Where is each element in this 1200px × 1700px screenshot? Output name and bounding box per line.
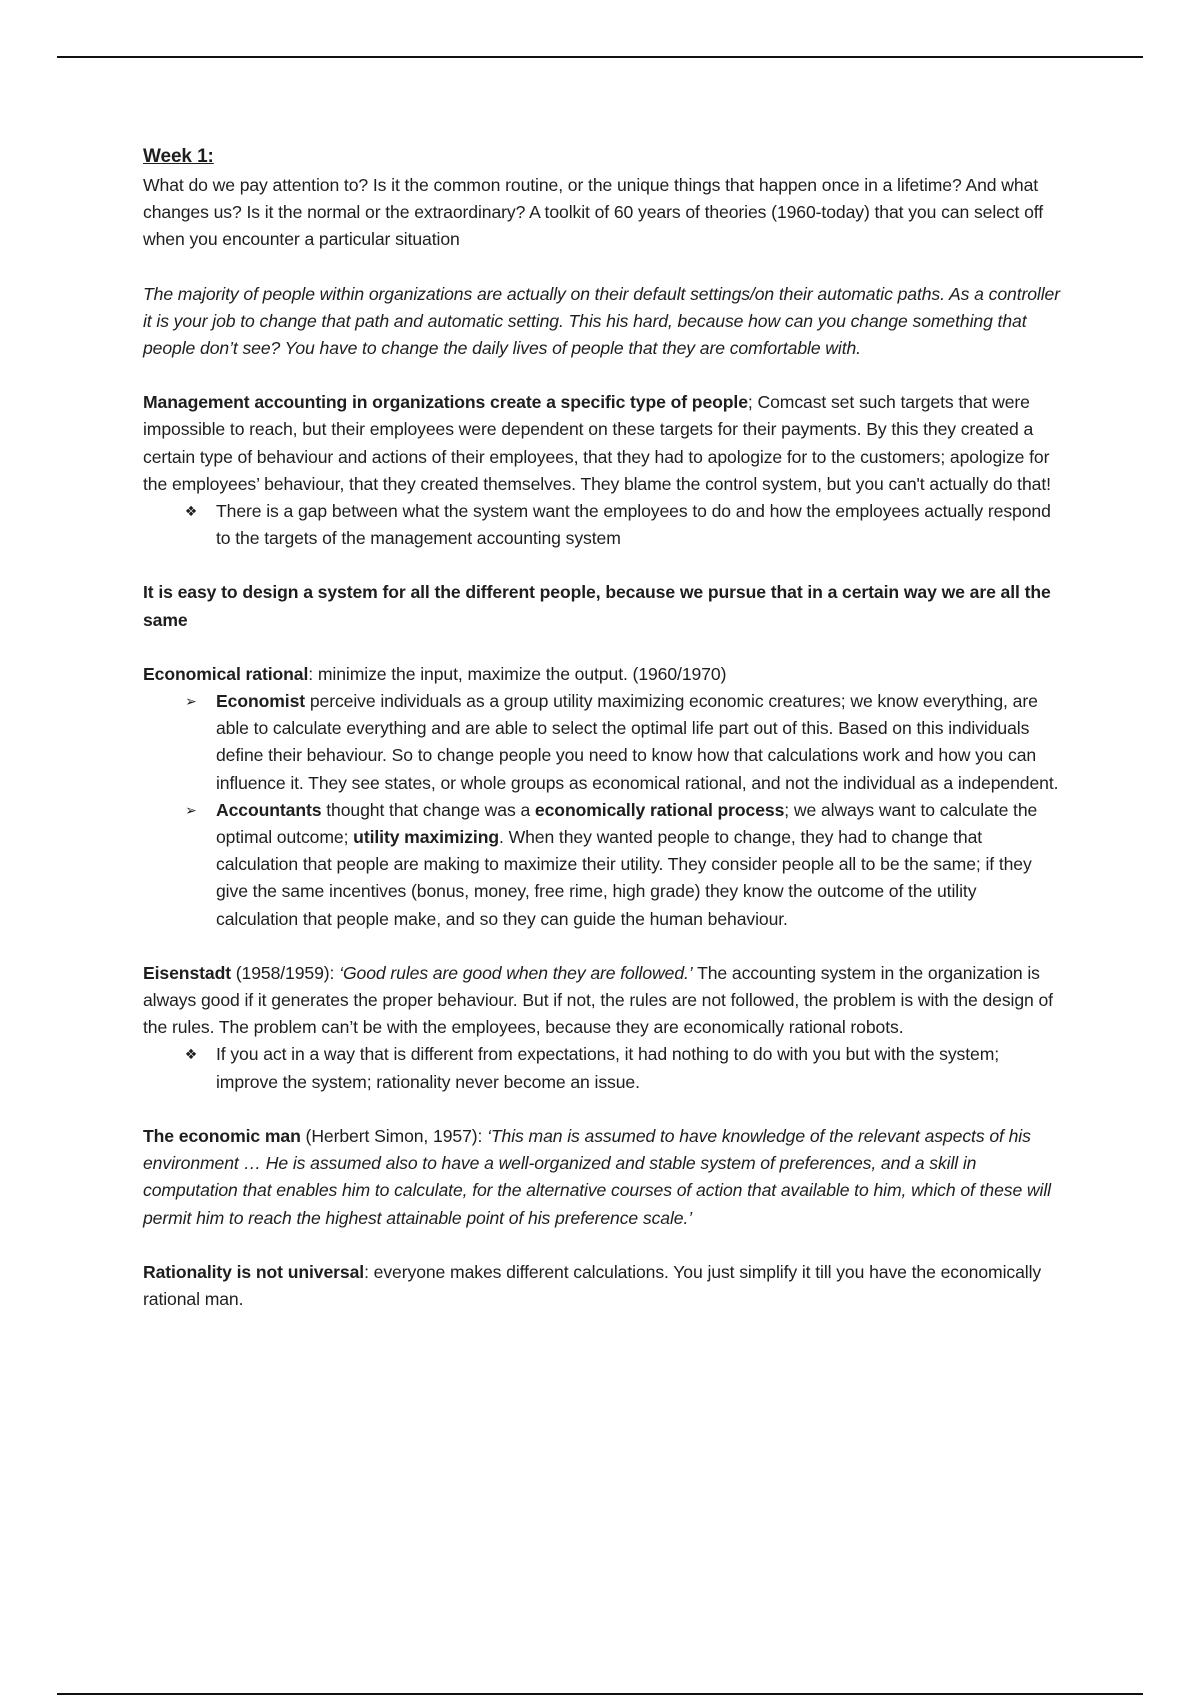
document-page — [143, 142, 1063, 1313]
eisenstadt-bullet-text: If you act in a way that is different from expectations, it had nothing to do with you but with the system; improve the system; rationality never become an issue. — [216, 1044, 1000, 1092]
arrow-bullet-icon: ➢ — [185, 801, 197, 818]
economist-term: Economist — [216, 691, 306, 712]
arrow-bullet-icon: ➢ — [185, 693, 197, 710]
list-item — [184, 1041, 1063, 1095]
economic-man-term: The economic man — [143, 1125, 301, 1146]
management-accounting-text: ; Comcast set such targets that were impossible to reach, but their employees were dependent on these targets for their payments. By this they created a certain type of behaviour and actions of their employees, that they had to apologize for to the customers; apologize for the employees’ behaviour, that they created themselves. They blame the control system, but you can't actually do that! — [143, 392, 1051, 494]
economic-man-source: (Herbert Simon, 1957): — [300, 1125, 488, 1146]
diamond-bullet-icon: ❖ — [184, 503, 198, 520]
eisenstadt-bullet-list — [143, 1041, 1063, 1095]
utility-maximizing-term: utility maximizing — [353, 827, 499, 848]
bottom-rule — [57, 1693, 1143, 1695]
eisenstadt-term: Eisenstadt — [143, 962, 231, 983]
accountants-text-2: ; we always want to calculate the optimal outcome; — [216, 799, 1038, 848]
rationality-text: : everyone makes different calculations. You just simplify it till you have the economically rational man. — [143, 1261, 1042, 1309]
top-rule — [57, 56, 1143, 58]
gap-bullet-text: There is a gap between what the system want the employees to do and how the employees actually respond to the targets of the management accounting system — [216, 501, 1051, 549]
eisenstadt-paragraph — [143, 960, 1063, 1042]
default-settings-paragraph: The majority of people within organizations are actually on their default settings/on their automatic paths. As a controller it is your job to change that path and automatic setting. This his hard, because how can you change something that people don’t see? You have to change the daily lives of people that they are comfortable with. — [143, 283, 1060, 359]
week-heading: Week 1: — [143, 146, 214, 167]
list-item — [185, 797, 1063, 933]
list-item — [184, 498, 1063, 552]
intro-paragraph: What do we pay attention to? Is it the common routine, or the unique things that happen once in a lifetime? And what changes us? Is it the normal or the extraordinary? A toolkit of 60 years of theories (1960-today) that you can select off when you encounter a particular situation — [143, 175, 1044, 250]
management-accounting-paragraph — [143, 389, 1063, 498]
management-accounting-term: Management accounting in organizations create a specific type of people — [143, 392, 748, 413]
economical-rational-term: Economical rational — [143, 663, 309, 684]
management-bullet-list — [143, 498, 1063, 552]
eisenstadt-years: (1958/1959): — [230, 962, 340, 983]
economical-rational-list — [143, 688, 1063, 933]
list-item — [185, 688, 1063, 797]
rationality-paragraph — [143, 1259, 1063, 1313]
economical-rational-paragraph — [143, 661, 1063, 688]
economical-rational-text: : minimize the input, maximize the output. (1960/1970) — [308, 663, 727, 684]
accountants-text-3: . When they wanted people to change, they had to change that calculation that people are making to maximize their utility. They consider people all to be the same; if they give the same incentives (bonus, money, free rime, high grade) they know the outcome of the utility calculation that people make, and so they can guide the human behaviour. — [216, 827, 1032, 929]
diamond-bullet-icon: ❖ — [184, 1046, 198, 1063]
economically-rational-process-term: economically rational process — [534, 799, 785, 820]
easy-design-text: It is easy to design a system for all the different people, because we pursue that in a certain way we are all the same — [143, 582, 1051, 630]
rationality-term: Rationality is not universal — [143, 1261, 365, 1282]
economist-text: perceive individuals as a group utility maximizing economic creatures; we know everything, are able to calculate everything and are able to select the optimal life part out of this. Based on this individuals define their behaviour. So to change people you need to know how that calculations work and how you can influence it. They see states, or whole groups as economical rational, and not the individual as a independent. — [216, 691, 1059, 793]
economic-man-paragraph — [143, 1123, 1063, 1232]
easy-design-paragraph — [143, 579, 1063, 633]
eisenstadt-text: The accounting system in the organization is always good if it generates the proper behaviour. But if not, the rules are not followed, the problem is with the design of the rules. The problem can’t be with the employees, because they are economically rational robots. — [143, 962, 1053, 1038]
accountants-text-1: thought that change was a — [321, 799, 535, 820]
accountants-term: Accountants — [216, 799, 322, 820]
eisenstadt-quote: ‘Good rules are good when they are followed.’ — [339, 962, 693, 983]
economic-man-quote: ‘This man is assumed to have knowledge of the relevant aspects of his environment … He is assumed also to have a well-organized and stable system of preferences, and a skill in computation that enables him to calculate, for the alternative courses of action that available to him, which of these will permit him to reach the highest attainable point of his preference scale.’ — [143, 1125, 1051, 1228]
